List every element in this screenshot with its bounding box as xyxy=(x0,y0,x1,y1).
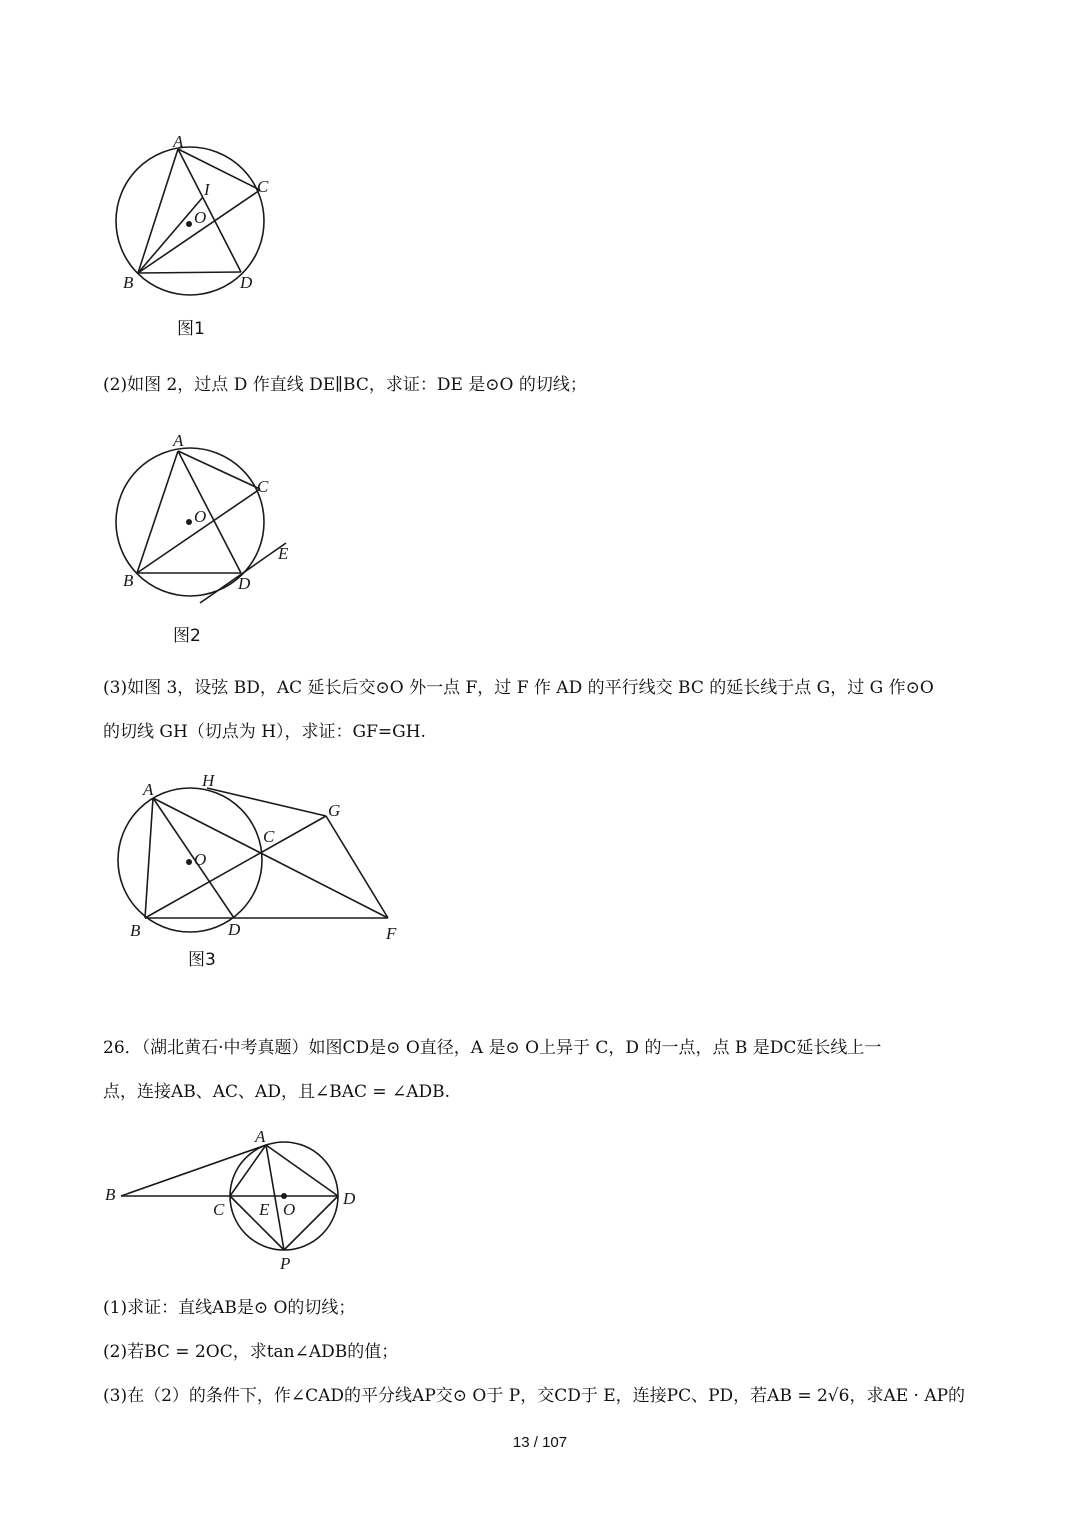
figure-1 xyxy=(100,125,300,305)
fig1-segment-ab xyxy=(138,149,178,273)
fig4-segment-ad xyxy=(266,1145,338,1196)
fig1-segment-bd xyxy=(138,272,241,273)
fig1-label-o: O xyxy=(194,208,207,227)
fig3-segment-af xyxy=(153,798,388,918)
fig3-label-a: A xyxy=(143,780,154,799)
fig2-segment-ac xyxy=(178,451,260,489)
fig3-label-f: F xyxy=(386,924,397,943)
page-number: 13 / 107 xyxy=(512,1434,568,1451)
fig3-segment-bg xyxy=(145,816,326,918)
fig3-center-dot xyxy=(186,859,192,865)
question-2-text: (2)如图 2，过点 D 作直线 DE∥BC，求证：DE 是⊙O 的切线； xyxy=(103,375,587,395)
fig4-label-c: C xyxy=(213,1200,225,1219)
fig1-label-b: B xyxy=(123,273,134,292)
figure-2 xyxy=(100,425,310,615)
fig3-tangent-hg xyxy=(207,788,326,816)
fig4-label-p: P xyxy=(280,1254,291,1273)
fig1-segment-ad xyxy=(178,149,241,272)
fig4-label-a: A xyxy=(255,1127,266,1146)
figure-3 xyxy=(100,765,410,955)
figure-1-caption: 图1 xyxy=(177,319,205,339)
fig2-segment-bc xyxy=(137,489,260,573)
fig2-label-a: A xyxy=(173,431,184,450)
fig3-label-h: H xyxy=(202,771,215,790)
problem-26-line-1: 26．（湖北黄石·中考真题）如图CD是⊙ O直径，A 是⊙ O上异于 C，D 的一点，点 B 是DC延长线上一 xyxy=(103,1038,882,1058)
fig3-label-d: D xyxy=(228,920,241,939)
question-3-line-2: 的切线 GH（切点为 H），求证：GF=GH. xyxy=(103,722,426,742)
fig2-center-dot xyxy=(186,519,192,525)
fig2-segment-ad xyxy=(178,451,241,573)
fig2-label-o: O xyxy=(194,507,207,526)
fig3-label-b: B xyxy=(130,921,141,940)
fig1-label-c: C xyxy=(257,177,269,196)
fig4-segment-ba xyxy=(121,1145,266,1196)
fig2-label-d: D xyxy=(238,574,251,593)
fig4-label-b: B xyxy=(105,1185,116,1204)
fig4-label-o: O xyxy=(283,1200,296,1219)
figure-4 xyxy=(100,1125,380,1275)
fig1-segment-ac xyxy=(178,149,260,190)
fig1-center-dot xyxy=(186,221,192,227)
fig4-segment-ac xyxy=(230,1145,266,1196)
fig3-label-g: G xyxy=(328,801,341,820)
fig2-segment-ab xyxy=(137,451,178,573)
fig1-label-a: A xyxy=(173,132,184,151)
fig2-label-e: E xyxy=(278,544,289,563)
figure-2-caption: 图2 xyxy=(173,626,201,646)
fig1-label-d: D xyxy=(240,273,253,292)
fig2-label-c: C xyxy=(257,477,269,496)
fig3-label-o: O xyxy=(194,850,207,869)
fig4-label-d: D xyxy=(343,1189,356,1208)
problem-26-line-2: 点，连接AB、AC、AD，且∠BAC = ∠ADB. xyxy=(103,1082,451,1102)
fig4-label-e: E xyxy=(259,1200,270,1219)
fig4-center-dot xyxy=(281,1193,287,1199)
fig2-label-b: B xyxy=(123,571,134,590)
problem-26-question-3: (3)在（2）的条件下，作∠CAD的平分线AP交⊙ O于 P，交CD于 E，连接PC、PD，若AB = 2√6，求AE · AP的 xyxy=(103,1386,966,1406)
fig3-segment-ab xyxy=(145,798,153,918)
problem-26-question-2: (2)若BC = 2OC，求tan∠ADB的值； xyxy=(103,1342,399,1362)
fig3-label-c: C xyxy=(263,827,275,846)
fig1-label-i: I xyxy=(204,180,210,199)
figure-3-caption: 图3 xyxy=(188,950,216,970)
question-3-line-1: (3)如图 3，设弦 BD，AC 延长后交⊙O 外一点 F，过 F 作 AD 的平行线交 BC 的延长线于点 G，过 G 作⊙O xyxy=(103,678,934,698)
problem-26-question-1: (1)求证：直线AB是⊙ O的切线； xyxy=(103,1298,356,1318)
